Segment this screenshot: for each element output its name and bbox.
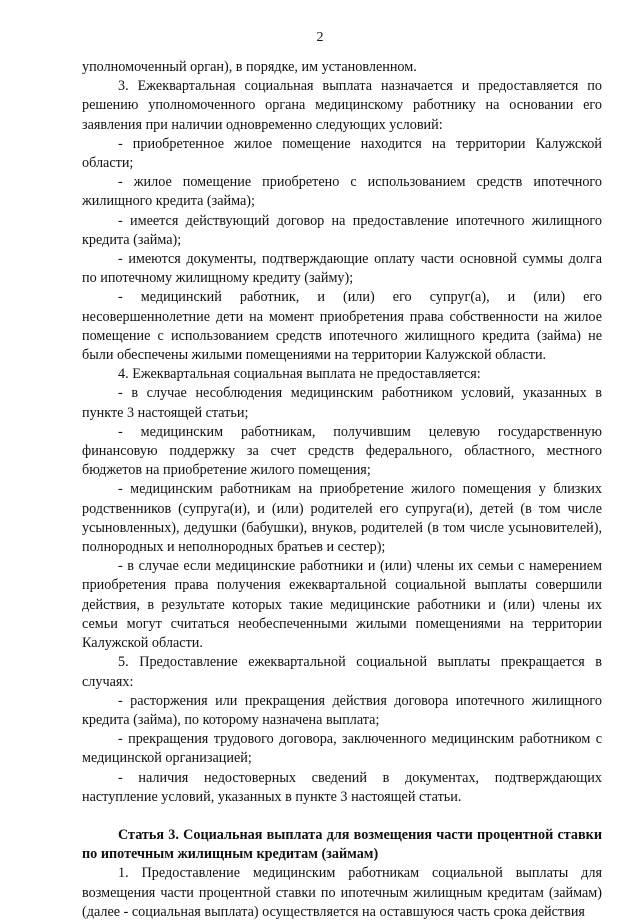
paragraph: 4. Ежеквартальная социальная выплата не предоставляется: <box>118 366 481 383</box>
paragraph: - медицинским работникам на приобретение жилого помещения у близких родственников (супруга(и), и (или) родителей его супруга(и), детей (в том числе усыновленных), дедушки (бабушки), внуков, родителей (в том числе усыновителей), полнородных и неполнородных братьев и сестер); <box>82 481 602 556</box>
paragraph: - имеется действующий договор на предоставление ипотечного жилищного кредита (займа); <box>82 212 602 248</box>
paragraph: 5. Предоставление ежеквартальной социальной выплаты прекращается в случаях: <box>82 654 602 690</box>
paragraph: - имеются документы, подтверждающие оплату части основной суммы долга по ипотечному жилищному кредиту (займу); <box>82 251 602 287</box>
page-number: 2 <box>316 30 324 45</box>
paragraph: - приобретенное жилое помещение находится на территории Калужской области; <box>82 135 602 172</box>
paragraph: - медицинский работник, и (или) его супруг(а), и (или) его несовершеннолетние дети на момент приобретения права собственности на жилое помещение с использованием средств ипотечного жилищного кредита (займа) не были обеспечены жилыми помещениями на территории Калужской области. <box>82 289 602 364</box>
article-paragraph: 1. Предоставление медицинским работникам социальной выплаты для возмещения части процентной ставки по ипотечным жилищным кредитам (займам) (далее - социальная выплата) осуществляется на оставшуюся часть срока действия <box>82 865 602 920</box>
paragraph: - наличия недостоверных сведений в документах, подтверждающих наступление условий, указанных в пункте 3 настоящей статьи. <box>82 769 602 805</box>
paragraph: - прекращения трудового договора, заключенного медицинским работником с медицинской организацией; <box>82 731 602 767</box>
paragraph: - жилое помещение приобретено с использованием средств ипотечного жилищного кредита (займа); <box>82 174 602 210</box>
paragraph: - медицинским работникам, получившим целевую государственную финансовую поддержку за счет средств федерального, областного, местного бюджетов на приобретение жилого помещения; <box>82 423 602 479</box>
document-body <box>82 58 602 922</box>
paragraph: - расторжения или прекращения действия договора ипотечного жилищного кредита (займа), по которому назначена выплата; <box>82 692 602 728</box>
article-heading: Статья 3. Социальная выплата для возмещения части процентной ставки по ипотечным жилищным кредитам (займам) <box>82 826 602 863</box>
paragraph: 3. Ежеквартальная социальная выплата назначается и предоставляется по решению уполномоченного органа медицинскому работнику на основании его заявления при наличии одновременно следующих условий: <box>82 78 602 133</box>
paragraph: - в случае если медицинские работники и (или) члены их семьи с намерением приобретения права получения ежеквартальной социальной выплаты совершили действия, в результате которых такие медицинские работники и (или) члены их семьи могут считаться необеспеченными жилыми помещениями на территории Калужской области. <box>82 558 602 652</box>
paragraph: - в случае несоблюдения медицинским работником условий, указанных в пункте 3 настоящей статьи; <box>82 385 602 421</box>
paragraph: уполномоченный орган), в порядке, им установленном. <box>82 59 417 75</box>
